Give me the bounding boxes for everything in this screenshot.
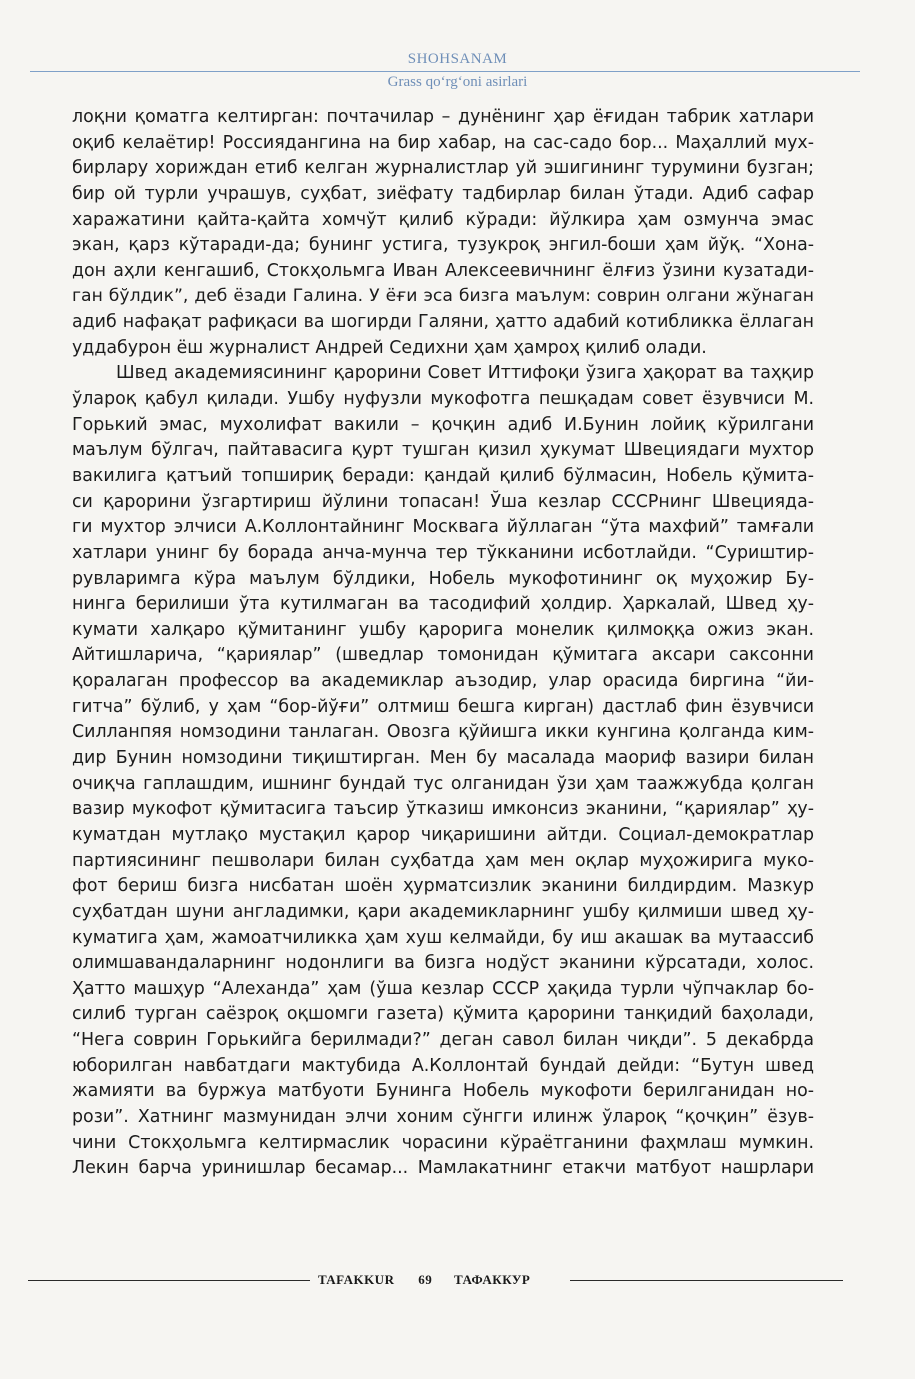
text-line: партиясининг пешволари билан суҳбатда ҳам мен оқлар муҳожирига муко- xyxy=(72,850,814,871)
text-line: харажатини қайта-қайта хомчўт қилиб кўради: йўлкира ҳам озмунча эмас xyxy=(72,209,814,230)
text-line: куматига ҳам, жамоатчиликка ҳам хуш келмайди, бу иш акашак ва мутаассиб xyxy=(72,927,814,948)
page-number: 69 xyxy=(418,1272,433,1287)
text-line: очиқча гаплашдим, ишнинг бундай тус олганидан ўзи ҳам таажжубда қолган xyxy=(72,773,814,794)
text-line: олимшавандаларнинг нодонлиги ва бизга нодўст эканини кўрсатади, холос. xyxy=(72,953,814,974)
footer-rule-right xyxy=(570,1280,843,1281)
text-line: маълум бўлгач, пайтавасига қурт тушган қизил ҳукумат Швециядаги мухтор xyxy=(72,440,814,461)
text-line: юборилган навбатдаги мактубида А.Коллонтай бундай дейди: “Бутун швед xyxy=(72,1055,814,1076)
text-line: хатлари унинг бу борада анча-мунча тер тўкканини исботлайди. “Суриштир- xyxy=(72,542,814,563)
text-line: ган бўлдик”, деб ёзади Галина. У ёғи эса бизга маълум: соврин олгани жўнаган xyxy=(72,286,814,307)
text-line: Силланпяя номзодини танлаган. Овозга қўйишга икки кунгина қолганда ким- xyxy=(72,722,814,743)
text-line: бирлару хориждан етиб келган журналистлар уй эшигининг турумини бузган; xyxy=(72,158,814,179)
text-line: си қарорини ўзгартириш йўлини топасан! Ўша кезлар СССРнинг Швецияда- xyxy=(72,491,814,512)
paragraph xyxy=(72,105,814,361)
text-line: чини Стокҳольмга келтирмаслик чорасини кўраётганини фаҳмлаш мумкин. xyxy=(72,1132,814,1153)
text-line: Айтишларича, “қариялар” (шведлар томонидан қўмитага аксари саксонни xyxy=(72,645,814,666)
text-line: Горький эмас, мухолифат вакили – қочқин адиб И.Бунин лойиқ кўрилгани xyxy=(72,414,814,435)
text-line: дир Бунин номзодини тиқиштирган. Мен бу масалада маориф вазири билан xyxy=(72,748,814,769)
running-header xyxy=(0,50,915,68)
text-line: оқиб келаётир! Россиядангина на бир хабар, на сас-садо бор... Маҳаллий мух- xyxy=(72,132,814,153)
text-line: ўлароқ қабул қилади. Ушбу нуфузли мукофотга пешқадам совет ёзувчиси М. xyxy=(72,389,814,410)
text-line: адиб нафақат рафиқаси ва шогирди Галяни, ҳатто адабий котибликка ёллаган xyxy=(72,312,814,333)
text-line: қоралаган профессор ва академиклар аъзодир, улар орасида биргина “йи- xyxy=(72,671,814,692)
footer-left-label: TAFAKKUR xyxy=(318,1272,395,1287)
text-line: фот бериш бизга нисбатан шоён ҳурматсизлик эканини билдирдим. Мазкур xyxy=(72,876,814,897)
text-line: вазир мукофот қўмитасига таъсир ўтказиш имконсиз эканини, “қариялар” ҳу- xyxy=(72,799,814,820)
paragraph xyxy=(72,361,814,1182)
footer-text xyxy=(318,1272,568,1288)
text-line: рози”. Хатнинг мазмунидан элчи хоним сўнгги илинж ўлароқ “қочқин” ёзув- xyxy=(72,1106,814,1127)
text-line: кумати халқаро қўмитанинг ушбу қарорига монелик қилмоққа ожиз экан. xyxy=(72,619,814,640)
running-footer xyxy=(0,1270,915,1290)
text-line: нинга берилиши ўта кутилмаган ва тасодифий ҳолдир. Ҳаркалай, Швед ҳу- xyxy=(72,594,814,615)
text-line: жамияти ва буржуа матбуоти Бунинга Нобель мукофоти берилганидан но- xyxy=(72,1081,814,1102)
header-rule xyxy=(30,71,860,72)
text-line: силиб турган саёзроқ оқшомги газета) қўмита қарорини танқидий баҳолади, xyxy=(72,1004,814,1025)
text-line: уддабурон ёш журналист Андрей Седихни ҳам ҳамроҳ қилиб олади. xyxy=(72,337,707,358)
footer-rule-left xyxy=(28,1280,310,1281)
text-line: “Нега соврин Горькийга берилмади?” деган савол билан чиқди”. 5 декабрда xyxy=(72,1030,814,1051)
text-line: экан, қарз кўтаради-да; бунинг устига, тузукроқ энгил-боши ҳам йўқ. “Хона- xyxy=(72,235,814,256)
text-line: ги мухтор элчиси А.Коллонтайнинг Москвага йўллаган “ўта махфий” тамғали xyxy=(72,517,814,538)
text-line: бир ой турли учрашув, суҳбат, зиёфату тадбирлар билан ўтади. Адиб сафар xyxy=(72,183,814,204)
text-line: Лекин барча уринишлар бесамар... Мамлакатнинг етакчи матбуот нашрлари xyxy=(72,1158,814,1179)
text-line: дон аҳли кенгашиб, Стокҳольмга Иван Алексеевичнинг ёлғиз ўзини кузатади- xyxy=(72,260,814,281)
text-line: Швед академиясининг қарорини Совет Иттифоқи ўзига ҳақорат ва таҳқир xyxy=(116,363,814,384)
footer-right-label: ТАФАККУР xyxy=(453,1272,531,1287)
header-title: SHOHSANAM xyxy=(407,51,508,67)
text-line: рувларимга кўра маълум бўлдики, Нобель мукофотининг оқ муҳожир Бу- xyxy=(72,568,814,589)
text-line: куматдан мутлақо мустақил қарор чиқаришини айтди. Социал-демократлар xyxy=(72,824,814,845)
text-line: гитча” бўлиб, у ҳам “бор-йўғи” олтмиш бешга кирган) дастлаб фин ёзувчиси xyxy=(72,696,814,717)
header-subtitle: Grass qo‘rg‘oni asirlari xyxy=(387,74,528,90)
text-line: вакилига қатъий топшириқ беради: қандай қилиб бўлмасин, Нобель қўмита- xyxy=(72,465,814,486)
body-text xyxy=(72,105,814,1182)
text-line: суҳбатдан шуни англадимки, қари академикларнинг ушбу қилмиши швед ҳу- xyxy=(72,901,814,922)
text-line: Ҳатто машҳур “Алеханда” ҳам (ўша кезлар СССР ҳақида турли чўпчаклар бо- xyxy=(72,978,814,999)
text-line: лоқни қоматга келтирган: почтачилар – дунёнинг ҳар ёғидан табрик хатлари xyxy=(72,107,814,127)
